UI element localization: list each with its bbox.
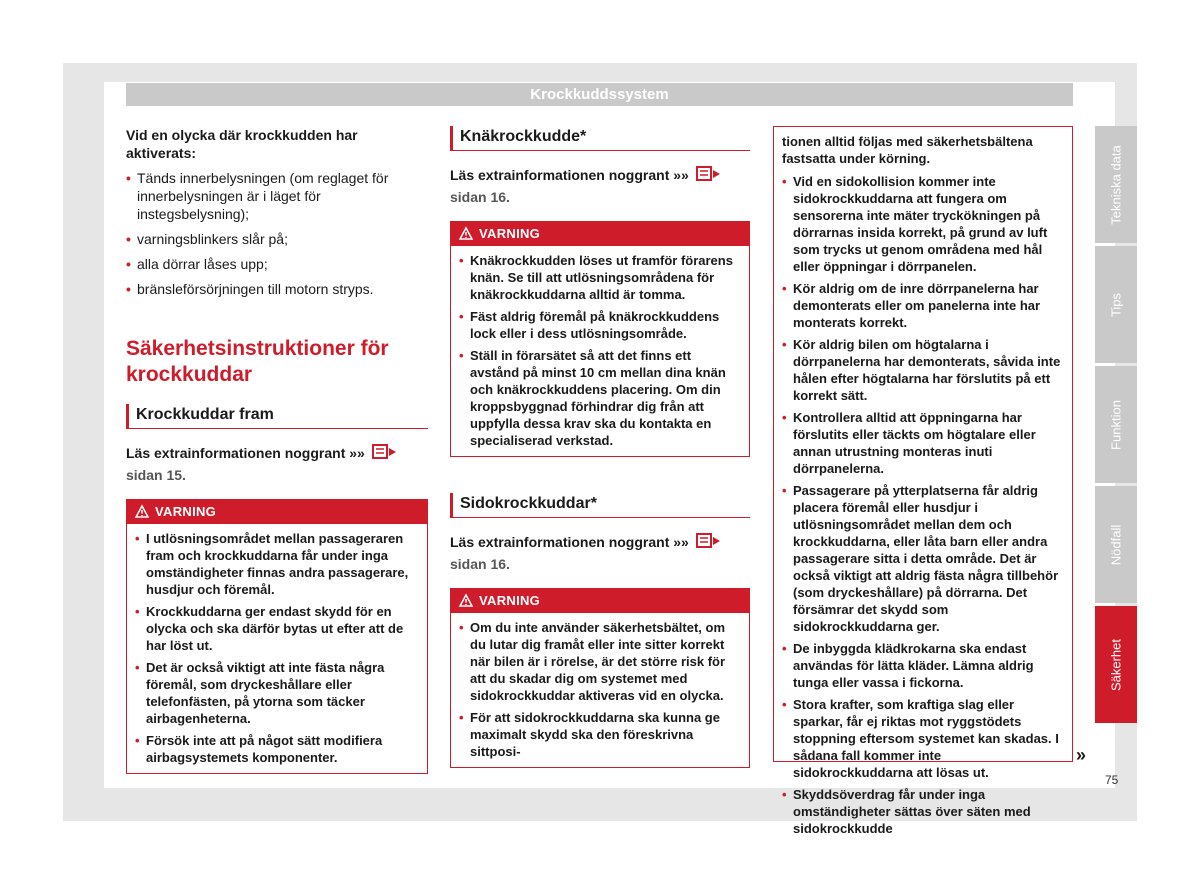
warning-header: [127, 500, 427, 524]
subheading-knee-airbag: Knäkrockkudde*: [450, 126, 750, 151]
column-2: [450, 126, 750, 768]
warning-item: • Det är också viktigt att inte fästa några föremål, som dryckeshållare eller telefonfästen, på ytorna som täcker airbagenheterna.: [135, 659, 419, 727]
warning-body: [451, 246, 749, 456]
warning-icon: [459, 224, 473, 248]
arrows-icon: »»: [349, 445, 365, 461]
tab-label: Säkerhet: [1108, 638, 1124, 691]
warning-item: • Kör aldrig om de inre dörrpanelerna har demonterats eller om panelerna inte har monterats korrekt.: [782, 280, 1064, 331]
warning-continuation-box: [773, 126, 1073, 836]
warning-item: • Passagerare på ytterplatserna får aldrig placera föremål eller husdjur i utlösningsområdet mellan dem och krockkuddarna, eller låta barn eller andra passagerare sitta i detta område. Det är också viktigt att aldrig fästa några tillbehör (som dryckeshållare) på dörrarna. Det försämrar det skydd som sidokrockkuddarna ger.: [782, 482, 1064, 635]
warning-header: [451, 589, 749, 613]
main-heading: Säkerhetsinstruktioner för krockkuddar: [126, 337, 389, 386]
book-reference-icon[interactable]: [696, 532, 722, 555]
warning-body: [451, 613, 749, 767]
book-reference-icon[interactable]: [372, 443, 398, 466]
warning-item: • Vid en sidokollision kommer inte sidokrockkuddarna att fungera om sensorerna inte mäter tryckökningen på dörrarnas insida korrekt, på grund av luft som trycks ut genom områdena med hål eller öppningar i dörrpanelen.: [782, 173, 1064, 275]
warning-body: [127, 524, 427, 773]
reference-text: [450, 165, 750, 207]
warning-item: • Om du inte använder säkerhetsbältet, om du lutar dig framåt eller inte sitter korrekt när bilen är i rörelse, är det större risk för att du skadar dig om systemet med sidokrockkuddar aktiveras vid en olycka.: [459, 619, 741, 704]
tab-funktion[interactable]: [1095, 366, 1137, 483]
warning-box: [450, 221, 750, 457]
warning-icon: [459, 591, 473, 615]
section-header: Krockkuddssystem: [126, 83, 1073, 106]
reference-label: Läs extrainformationen noggrant: [450, 534, 670, 550]
reference-text: [126, 443, 428, 485]
tab-label: Funktion: [1108, 399, 1124, 450]
warning-item: • Försök inte att på något sätt modifiera airbagsystemets komponenter.: [135, 732, 419, 766]
warning-item: • Ställ in förarsätet så att det finns ett avstånd på minst 10 cm mellan dina knän och knäkrockkuddens placering. Om din kroppsbyggnad förhindrar dig från att uppfylla dessa krav ska du kontakta en specialiserad verkstad.: [459, 347, 741, 449]
column-3: [773, 126, 1073, 836]
subheading-side-airbags: Sidokrockkuddar*: [450, 493, 750, 518]
reference-page[interactable]: sidan 16.: [450, 556, 510, 572]
side-tabs: [1095, 126, 1137, 726]
warning-label: VARNING: [155, 504, 217, 519]
arrows-icon: »»: [673, 534, 689, 550]
reference-label: Läs extrainformationen noggrant: [450, 167, 670, 183]
tab-label: Tekniska data: [1108, 144, 1124, 225]
list-item: • Tänds innerbelysningen (om reglaget för innerbelysningen är i läget för instegsbelysning);: [126, 169, 428, 223]
warning-item: • Stora krafter, som kraftiga slag eller sparkar, får ej riktas mot ryggstödets stoppning eftersom systemet kan skadas. I sådana fall kommer inte sidokrockkuddarna att lösas ut.: [782, 696, 1064, 781]
warning-item: • Kontrollera alltid att öppningarna har förslutits eller täckts om högtalare eller annan utrustning monteras inuti dörrpanelerna.: [782, 409, 1064, 477]
book-reference-icon[interactable]: [696, 165, 722, 188]
continue-marker: »: [1076, 745, 1087, 765]
list-item: • varningsblinkers slår på;: [126, 230, 428, 248]
warning-item: • Kör aldrig bilen om högtalarna i dörrpanelerna har demonterats, såvida inte hålen efter högtalarna har förslutits på ett korrekt sätt.: [782, 336, 1064, 404]
intro-list: [126, 169, 428, 298]
warning-box: [126, 499, 428, 774]
reference-page[interactable]: sidan 16.: [450, 189, 510, 205]
page-number: 75: [1105, 773, 1119, 787]
tab-tips[interactable]: [1095, 246, 1137, 363]
warning-icon: [135, 502, 149, 526]
tab-sakerhet[interactable]: [1095, 606, 1137, 723]
warning-label: VARNING: [479, 593, 541, 608]
subheading-front-airbags: Krockkuddar fram: [126, 404, 428, 429]
tab-label: Tips: [1108, 292, 1124, 317]
reference-label: Läs extrainformationen noggrant: [126, 445, 346, 461]
tab-nodfall[interactable]: [1095, 486, 1137, 603]
warning-box: [450, 588, 750, 768]
reference-text: [450, 532, 750, 574]
warning-item: • För att sidokrockkuddarna ska kunna ge maximalt skydd ska den föreskrivna sittposi-: [459, 709, 741, 760]
warning-item: • Fäst aldrig föremål på knäkrockkuddens lock eller i dess utlösningsområde.: [459, 308, 741, 342]
reference-page[interactable]: sidan 15.: [126, 467, 186, 483]
warning-label: VARNING: [479, 226, 541, 241]
intro-text: Vid en olycka där krockkudden har aktiverats:: [126, 127, 358, 161]
list-item: • alla dörrar låses upp;: [126, 255, 428, 273]
tab-label: Nödfall: [1108, 524, 1124, 565]
column-1: [126, 126, 428, 774]
warning-item: • Knäkrockkudden löses ut framför förarens knän. Se till att utlösningsområdena för knäkrockkuddarna alltid är tomma.: [459, 252, 741, 303]
warning-item: • De inbyggda klädkrokarna ska endast användas för lätta kläder. Lämna aldrig tunga eller vassa i fickorna.: [782, 640, 1064, 691]
warning-item: • Skyddsöverdrag får under inga omständigheter sättas över säten med sidokrockkudde: [782, 786, 1064, 837]
warning-item: • Krockkuddarna ger endast skydd för en olycka och ska därför bytas ut efter att de har löst ut.: [135, 603, 419, 654]
arrows-icon: »»: [673, 167, 689, 183]
tab-tekniska-data[interactable]: [1095, 126, 1137, 243]
list-item: • bränsleförsörjningen till motorn stryps.: [126, 280, 428, 298]
warning-header: [451, 222, 749, 246]
warning-item: • I utlösningsområdet mellan passageraren fram och krockkuddarna får under inga omständigheter finnas andra passagerare, husdjur och föremål.: [135, 530, 419, 598]
continuation-text: tionen alltid följas med säkerhetsbältena fastsatta under körning.: [782, 134, 1033, 166]
